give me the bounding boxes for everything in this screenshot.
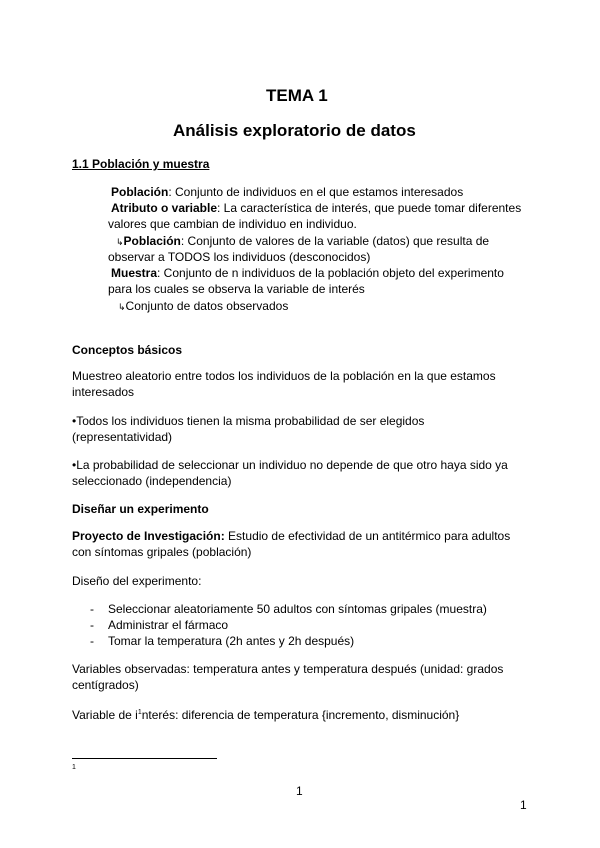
definition-muestra [111,265,504,281]
footnote-ref[interactable]: 1 [137,709,142,716]
page-number-inner: 1 [296,784,303,798]
steps-list [72,601,542,649]
conceptos-p1-line1: Muestreo aleatorio entre todos los individuos de la población en la que estamos [72,369,496,383]
conceptos-p1-line2: interesados [72,385,135,399]
footnote-divider [72,758,217,759]
interes-suffix: nterés: diferencia de temperatura {incremento, disminución} [141,708,460,722]
def-proyecto-line1: Estudio de efectividad de un antitérmico para adultos [224,529,511,543]
term-proyecto: Proyecto de Investigación: [72,529,225,543]
muestra-sub [118,298,288,315]
def-proyecto-line2: con síntomas gripales (población) [72,545,252,559]
term-atributo: Atributo o variable [111,201,218,215]
page-subtitle: Análisis exploratorio de datos [173,121,416,140]
list-item: - Seleccionar aleatoriamente 50 adultos con síntomas gripales (muestra) [72,601,542,617]
diseno-label: Diseño del experimento: [72,574,202,588]
section-heading-poblacion-muestra: 1.1 Población y muestra [72,157,210,171]
conceptos-p3-line2: seleccionado (independencia) [72,474,232,488]
variables-line2: centígrados) [72,678,139,692]
term-muestra: Muestra [111,266,158,280]
definition-poblacion [111,184,463,200]
def-muestra-line1: : Conjunto de n individuos de la población objeto del experimento [157,266,504,280]
arrow-icon: ↳ [116,237,124,247]
term-poblacion: Población [111,185,169,199]
footnote-marker: 1 [72,764,76,771]
page-number-outer: 1 [520,798,527,812]
arrow-icon: ↳ [118,302,126,312]
def-muestra-line2: para los cuales se observa la variable de interés [108,282,365,296]
definition-atributo [111,200,521,216]
conceptos-p3-line1: •La probabilidad de seleccionar un individuo no depende de que otro haya sido ya [72,458,508,472]
section-heading-disenar: Diseñar un experimento [72,502,209,516]
interes-prefix: Variable de i [72,708,138,722]
def-poblacion: : Conjunto de individuos en el que estamos interesados [168,185,464,199]
conceptos-p2-line1: •Todos los individuos tienen la misma probabilidad de ser elegidos [72,414,425,428]
page-title: TEMA 1 [266,86,328,105]
def-poblacion-variable-line2: observar a TODOS los individuos (desconocidos) [108,250,371,264]
list-item: - Administrar el fármaco [72,617,542,633]
proyecto-line1 [72,528,510,544]
section-heading-conceptos: Conceptos básicos [72,343,183,357]
muestra-sub-text: Conjunto de datos observados [125,299,289,313]
definition-poblacion-variable [116,233,489,250]
interes-line [72,705,459,723]
def-atributo-line2: valores que cambian de individuo en individuo. [108,217,357,231]
def-poblacion-variable-line1: : Conjunto de valores de la variable (datos) que resulta de [180,234,490,248]
def-atributo-line1: : La característica de interés, que puede tomar diferentes [217,201,522,215]
term-poblacion-variable: Población [123,234,181,248]
conceptos-p2-line2: (representatividad) [72,430,173,444]
variables-line1: Variables observadas: temperatura antes y temperatura después (unidad: grados [72,662,504,676]
list-item: - Tomar la temperatura (2h antes y 2h después) [72,633,542,649]
